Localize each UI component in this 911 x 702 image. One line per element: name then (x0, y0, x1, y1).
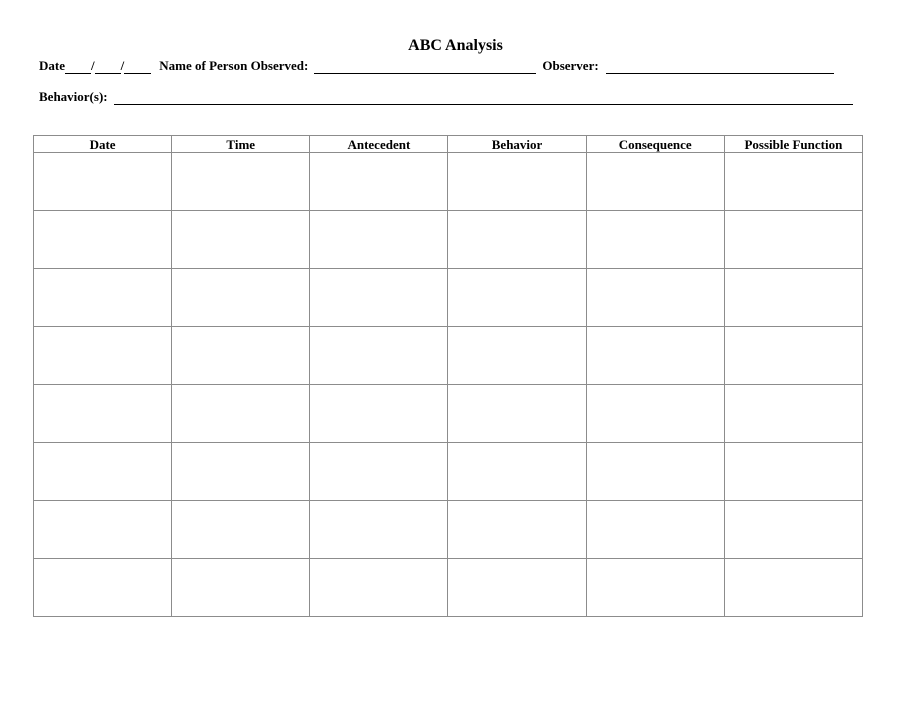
cell-antecedent[interactable] (310, 559, 448, 617)
column-header-time: Time (172, 136, 310, 153)
column-header-behavior: Behavior (448, 136, 586, 153)
cell-possible-function[interactable] (724, 559, 862, 617)
cell-date[interactable] (34, 385, 172, 443)
table-row (34, 211, 863, 269)
cell-behavior[interactable] (448, 327, 586, 385)
cell-date[interactable] (34, 269, 172, 327)
page-title: ABC Analysis (408, 37, 503, 54)
cell-possible-function[interactable] (724, 153, 862, 211)
cell-antecedent[interactable] (310, 385, 448, 443)
column-header-consequence: Consequence (586, 136, 724, 153)
cell-possible-function[interactable] (724, 443, 862, 501)
cell-date[interactable] (34, 443, 172, 501)
table-row (34, 327, 863, 385)
cell-time[interactable] (172, 385, 310, 443)
column-header-date: Date (34, 136, 172, 153)
abc-table (33, 135, 863, 617)
date-separator-1: / (91, 58, 95, 73)
date-month-field[interactable] (65, 61, 91, 74)
cell-possible-function[interactable] (724, 211, 862, 269)
table-row (34, 443, 863, 501)
behaviors-field[interactable] (114, 92, 853, 105)
cell-possible-function[interactable] (724, 385, 862, 443)
cell-antecedent[interactable] (310, 501, 448, 559)
observation-info-line (39, 58, 834, 74)
cell-antecedent[interactable] (310, 269, 448, 327)
column-header-antecedent: Antecedent (310, 136, 448, 153)
cell-behavior[interactable] (448, 153, 586, 211)
cell-date[interactable] (34, 211, 172, 269)
observer-field[interactable] (606, 61, 834, 74)
cell-time[interactable] (172, 211, 310, 269)
cell-behavior[interactable] (448, 443, 586, 501)
cell-consequence[interactable] (586, 385, 724, 443)
cell-time[interactable] (172, 501, 310, 559)
cell-time[interactable] (172, 559, 310, 617)
behaviors-line (39, 89, 853, 105)
cell-behavior[interactable] (448, 211, 586, 269)
table-row (34, 501, 863, 559)
cell-time[interactable] (172, 443, 310, 501)
table-row (34, 385, 863, 443)
cell-antecedent[interactable] (310, 211, 448, 269)
behaviors-label: Behavior(s): (39, 89, 108, 104)
date-label: Date (39, 58, 65, 73)
cell-time[interactable] (172, 153, 310, 211)
cell-possible-function[interactable] (724, 501, 862, 559)
cell-date[interactable] (34, 501, 172, 559)
cell-date[interactable] (34, 327, 172, 385)
cell-time[interactable] (172, 327, 310, 385)
cell-time[interactable] (172, 269, 310, 327)
cell-behavior[interactable] (448, 501, 586, 559)
cell-behavior[interactable] (448, 385, 586, 443)
observer-label: Observer: (542, 58, 599, 73)
cell-possible-function[interactable] (724, 269, 862, 327)
cell-consequence[interactable] (586, 501, 724, 559)
table-row (34, 153, 863, 211)
cell-antecedent[interactable] (310, 153, 448, 211)
cell-possible-function[interactable] (724, 327, 862, 385)
cell-behavior[interactable] (448, 269, 586, 327)
cell-antecedent[interactable] (310, 443, 448, 501)
cell-consequence[interactable] (586, 327, 724, 385)
table-row (34, 269, 863, 327)
table-header-row (34, 136, 863, 153)
cell-consequence[interactable] (586, 211, 724, 269)
date-year-field[interactable] (124, 61, 151, 74)
cell-antecedent[interactable] (310, 327, 448, 385)
cell-consequence[interactable] (586, 443, 724, 501)
date-day-field[interactable] (95, 61, 121, 74)
column-header-possible-function: Possible Function (724, 136, 862, 153)
table-row (34, 559, 863, 617)
cell-date[interactable] (34, 559, 172, 617)
cell-consequence[interactable] (586, 269, 724, 327)
person-observed-field[interactable] (314, 61, 536, 74)
table-body (34, 153, 863, 617)
cell-date[interactable] (34, 153, 172, 211)
date-separator-2: / (120, 58, 125, 73)
person-observed-label: Name of Person Observed: (159, 58, 309, 73)
cell-consequence[interactable] (586, 559, 724, 617)
cell-consequence[interactable] (586, 153, 724, 211)
cell-behavior[interactable] (448, 559, 586, 617)
